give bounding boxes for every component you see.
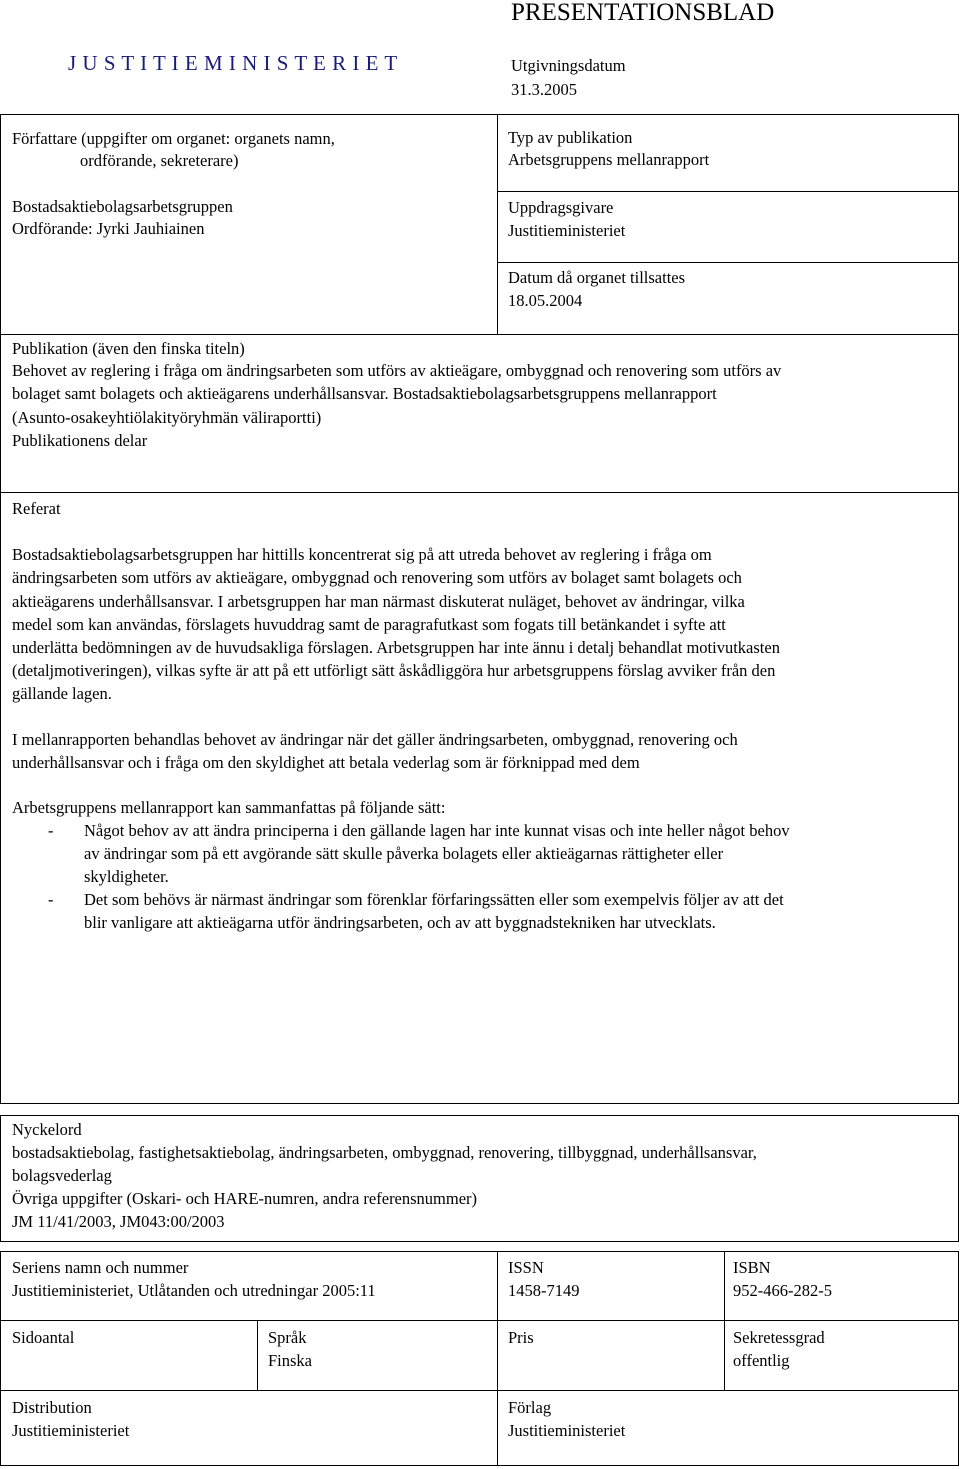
bullet-dash: - <box>48 890 54 909</box>
commissioner-label: Uppdragsgivare <box>508 198 614 217</box>
release-date-label: Utgivningsdatum <box>511 56 626 75</box>
author-label: Författare (uppgifter om organet: organets namn, <box>12 129 335 148</box>
keywords-value: bostadsaktiebolag, fastighetsaktiebolag, ändringsarbeten, ombyggnad, renovering, tillbyggnad, underhållsansvar, <box>12 1143 757 1162</box>
publication-title-line: bolaget samt bolagets och aktieägarens underhållsansvar. Bostadsaktiebolagsarbetsgruppens mellanrapport <box>12 384 717 403</box>
keywords-value-cont: bolagsvederlag <box>12 1166 112 1185</box>
bullet-dash: - <box>48 821 54 840</box>
author-chair: Ordförande: Jyrki Jauhiainen <box>12 219 205 238</box>
confidentiality-value: offentlig <box>733 1351 790 1370</box>
issn-value: 1458-7149 <box>508 1281 580 1300</box>
series-label: Seriens namn och nummer <box>12 1258 189 1277</box>
publication-label: Publikation (även den finska titeln) <box>12 339 245 358</box>
release-date-value: 31.3.2005 <box>511 80 577 99</box>
abstract-label: Referat <box>12 499 61 518</box>
publisher-value: Justitieministeriet <box>508 1421 626 1440</box>
other-info-value: JM 11/41/2003, JM043:00/2003 <box>12 1212 225 1231</box>
isbn-label: ISBN <box>733 1258 771 1277</box>
isbn-value: 952-466-282-5 <box>733 1281 832 1300</box>
page-count-label: Sidoantal <box>12 1328 75 1347</box>
keywords-label: Nyckelord <box>12 1120 82 1139</box>
distribution-label: Distribution <box>12 1398 92 1417</box>
other-info-label: Övriga uppgifter (Oskari- och HARE-numren, andra referensnummer) <box>12 1189 478 1208</box>
publication-type-label: Typ av publikation <box>508 128 633 147</box>
language-value: Finska <box>268 1351 313 1370</box>
commissioner-value: Justitieministeriet <box>508 221 626 240</box>
appointed-label: Datum då organet tillsattes <box>508 268 686 287</box>
document-type-title: PRESENTATIONSBLAD <box>511 0 775 26</box>
issn-label: ISSN <box>508 1258 544 1277</box>
publication-title-line: (Asunto-osakeyhtiölakityöryhmän väliraportti) <box>12 408 322 427</box>
series-value: Justitieministeriet, Utlåtanden och utredningar 2005:11 <box>12 1281 376 1300</box>
author-org: Bostadsaktiebolagsarbetsgruppen <box>12 197 233 216</box>
confidentiality-label: Sekretessgrad <box>733 1328 825 1347</box>
summary-intro: Arbetsgruppens mellanrapport kan sammanfattas på följande sätt: <box>12 798 446 817</box>
price-label: Pris <box>508 1328 534 1347</box>
publisher-label: Förlag <box>508 1398 552 1417</box>
author-label-cont: ordförande, sekreterare) <box>80 151 239 170</box>
publication-parts-label: Publikationens delar <box>12 431 148 450</box>
appointed-value: 18.05.2004 <box>508 291 583 310</box>
distribution-value: Justitieministeriet <box>12 1421 130 1440</box>
publication-type-value: Arbetsgruppens mellanrapport <box>508 150 710 169</box>
ministry-title: J U S T I T I E M I N I S T E R I E T <box>68 51 398 75</box>
publication-title-line: Behovet av reglering i fråga om ändringsarbeten som utförs av aktieägare, ombyggnad och renovering som utförs av <box>12 361 782 380</box>
language-label: Språk <box>268 1328 307 1347</box>
